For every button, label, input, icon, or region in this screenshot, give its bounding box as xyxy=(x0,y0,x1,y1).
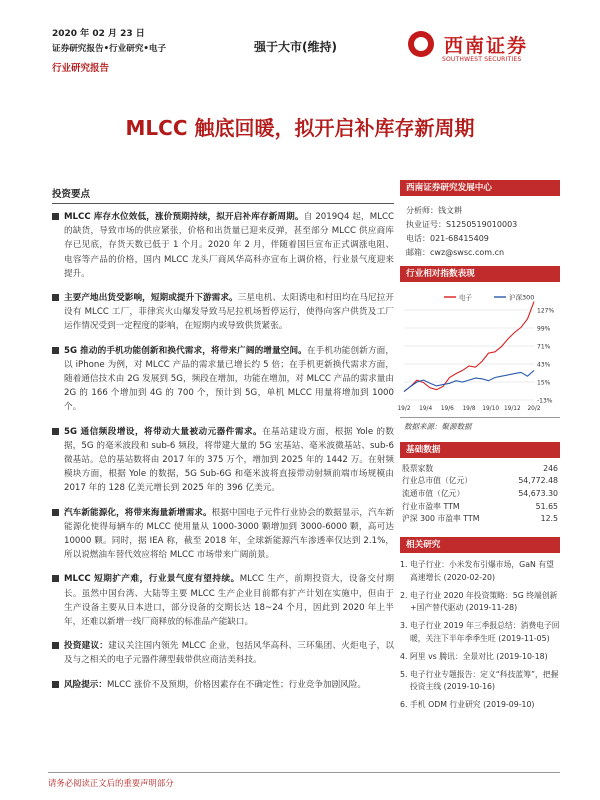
basic-data-value: 54,772.48 xyxy=(518,476,558,486)
chart-series-line xyxy=(404,302,534,392)
related-item[interactable] xyxy=(400,669,560,695)
point-lead: 投资建议： xyxy=(64,641,109,652)
point-lead: 5G 推动的手机功能创新和换代需求，将带来广阔的增量空间。 xyxy=(64,345,307,356)
related-item-text: 电子行业专题报告：定义“科技蓝筹”，把握投资主线 (2019-10-16) xyxy=(410,669,559,692)
chart-y-tick-label: 15% xyxy=(537,379,551,387)
chart-x-tick-label: 19/8 xyxy=(462,406,476,412)
chart-svg xyxy=(397,288,560,418)
related-item[interactable] xyxy=(400,651,560,664)
point-lead: MLCC 库存水位效低，涨价预期持续，拟开启补库存新周期。 xyxy=(64,212,304,222)
summary-point xyxy=(52,678,394,692)
analyst-info xyxy=(400,196,560,266)
related-item-number: 1. xyxy=(400,559,408,569)
relative-index-chart xyxy=(397,288,560,418)
related-item-number: 6. xyxy=(400,700,408,710)
square-bullet-icon xyxy=(52,213,59,220)
related-item[interactable] xyxy=(400,590,560,616)
related-item-text: 阿里 vs 腾讯：全景对比 (2019-10-18) xyxy=(410,651,548,661)
related-item-number: 4. xyxy=(400,651,408,661)
square-bullet-icon xyxy=(52,681,59,688)
point-lead: MLCC 短期扩产难，行业景气度有望持续。 xyxy=(64,574,240,585)
chart-legend-label: 沪深300 xyxy=(509,293,535,302)
analyst-name: 分析师：钱文耕 xyxy=(406,206,462,215)
industry-rating: 强于大市(维持) xyxy=(254,40,337,54)
chart-x-tick-label: 19/12 xyxy=(503,406,521,412)
footer-disclaimer: 请务必阅读正文后的重要声明部分 xyxy=(48,772,560,789)
related-item-text: 电子行业 2020 年投资策略：5G 终端创新+国产替代驱动 (2019-11-28) xyxy=(410,590,558,613)
point-text: 在基站建设方面，根据 Yole 的数据，5G 的毫米波段和 sub-6 频段，将带建大量的 5G 宏基站、毫米波微基站、sub-6 微基站。总的基站数将由 2017 年的 375 万个，增加到 2025 年的 1442 万。在射频模块方面，根据 Yole 的数据，5G Sub-6G 和毫米波将直接带动射频前端市场规模由 2017 年的 128 亿美元增长到 2025 年的 396 亿美元。 xyxy=(64,426,394,494)
report-type: 行业研究报告 xyxy=(52,63,110,74)
analyst-heading: 西南证券研究发展中心 xyxy=(400,180,560,196)
logo-english: SOUTHWEST SECURITIES xyxy=(442,56,522,63)
basic-data-key: 流通市值（亿元） xyxy=(402,488,465,498)
report-date: 2020 年 02 月 23 日 xyxy=(52,29,145,39)
related-item-number: 2. xyxy=(400,590,408,600)
square-bullet-icon xyxy=(52,428,59,435)
related-heading: 相关研究 xyxy=(400,537,560,553)
basic-data-key: 行业总市值（亿元） xyxy=(402,476,473,486)
point-text: 建议关注国内领先 MLCC 企业，包括风华高科、三环集团、火炬电子，以及与之相关的电子元器件薄型载带供应商洁美科技。 xyxy=(64,641,394,666)
square-bullet-icon xyxy=(52,347,59,354)
related-item[interactable] xyxy=(400,620,560,646)
point-lead: 主要产地出货受影响，短期或提升下游需求。 xyxy=(64,293,238,304)
chart-y-tick-label: 43% xyxy=(537,361,551,369)
chart-y-tick-label: -13% xyxy=(537,397,553,405)
chart-y-tick-label: 99% xyxy=(537,325,551,333)
analyst-email[interactable]: 邮箱：cwz@swsc.com.cn xyxy=(406,248,505,257)
chart-y-tick-label: 71% xyxy=(537,343,551,351)
square-bullet-icon xyxy=(52,642,59,649)
point-text: 自 2019Q4 起，MLCC 的缺货，导致市场的供应紧张，价格和出货量已迎来反弹，甚至部分 MLCC 供应商库存已见底，存货天数已低于 1 个月。2020 年 2 月，伴随着国巨宣布正式调涨电阻、电容等产品的价格，国内 MLCC 龙头厂商风华高科亦宣布上调价格，行业景气度迎来提升。 xyxy=(64,212,394,279)
summary-point xyxy=(52,572,394,629)
chart-x-tick-label: 19/6 xyxy=(440,406,454,412)
related-item-text: 手机 ODM 行业研究 (2019-09-10) xyxy=(410,700,535,710)
chart-x-tick-label: 19/4 xyxy=(419,406,433,412)
basic-data-row xyxy=(400,500,560,513)
summary-heading: 投资要点 xyxy=(52,186,394,204)
square-bullet-icon xyxy=(52,509,59,516)
basic-data-value: 12.5 xyxy=(540,514,558,524)
chart-y-tick-label: 127% xyxy=(537,307,555,315)
summary-point xyxy=(52,344,394,415)
related-item-number: 3. xyxy=(400,621,408,631)
summary-point xyxy=(52,291,394,334)
point-lead: 汽车新能源化，将带来海量新增需求。 xyxy=(64,507,212,518)
report-header xyxy=(0,0,600,90)
point-text: 三星电机、太阳诱电和村田均在马尼拉开设有 MLCC 工厂，菲律宾火山爆发导致马尼拉机场暂停运行，使得向客户供货及工厂运作情况受到一定程度的影响，在短期内或导致供货紧张。 xyxy=(64,293,394,332)
square-bullet-icon xyxy=(52,294,59,301)
chart-x-tick-label: 19/2 xyxy=(397,406,411,412)
chart-source: 数据来源：聚源数据 xyxy=(404,422,472,431)
summary-points xyxy=(52,210,394,692)
summary-point xyxy=(52,210,394,281)
related-item-text: 电子行业：小米发布引爆市场，GaN 有望高速增长 (2020-02-20) xyxy=(410,559,554,582)
point-lead: 5G 通信频段增设，将带动大量被动元器件需求。 xyxy=(64,426,263,437)
point-text: MLCC 涨价不及预期，价格因素存在不确定性；行业竞争加剧风险。 xyxy=(106,679,366,690)
related-item-number: 5. xyxy=(400,669,408,679)
chart-series-line xyxy=(404,370,534,391)
basic-data-row xyxy=(400,475,560,488)
related-item-text: 电子行业 2019 年三季报总结：消费电子回暖，关注下半年季季生旺 (2019-11-05) xyxy=(410,621,560,643)
chart-heading: 行业相对指数表现 xyxy=(400,266,560,282)
basic-data-row xyxy=(400,487,560,500)
basic-data-value: 54,673.30 xyxy=(518,488,558,498)
related-item[interactable] xyxy=(400,699,560,712)
chart-x-tick-label: 19/10 xyxy=(482,406,500,412)
point-lead: 风险提示： xyxy=(64,679,107,690)
basic-data-row xyxy=(400,462,560,475)
square-bullet-icon xyxy=(52,575,59,582)
basic-data-row xyxy=(400,512,560,525)
chart-x-tick-label: 20/2 xyxy=(527,406,541,412)
basic-data-value: 246 xyxy=(543,463,558,473)
point-text: MLCC 生产，前期投资大，设备交付期长。虽然中国台湾、大陆等主要 MLCC 生产企业目前都有扩产计划在实施中，但由于生产设备主要从日本进口，部分设备的交期长达 18~24 个月，因此到 2020 年上半年，还难以新增一线厂商释放的标准品产能缺口。 xyxy=(64,574,395,628)
company-logo xyxy=(408,31,558,67)
analyst-license: 执业证号：S1250519010003 xyxy=(406,220,518,229)
sidebar xyxy=(397,180,560,717)
related-item[interactable] xyxy=(400,559,560,585)
basic-data-key: 股票家数 xyxy=(402,463,434,473)
basic-data-key: 行业市盈率 TTM xyxy=(402,501,460,511)
investment-summary xyxy=(52,186,394,702)
report-category: 证券研究报告•行业研究•电子 xyxy=(52,44,167,54)
basic-data-table xyxy=(400,462,560,525)
chart-legend-label: 电子 xyxy=(459,293,472,302)
related-research-list xyxy=(400,559,560,712)
basic-data-heading: 基础数据 xyxy=(400,442,560,458)
report-title: MLCC 触底回暖，拟开启补库存新周期 xyxy=(125,116,475,140)
basic-data-value: 51.65 xyxy=(535,501,558,511)
summary-point xyxy=(52,639,394,667)
point-text: 根据中国电子元件行业协会的数据显示，汽车新能源化使得每辆车的 MLCC 使用量从 1000-3000 颗增加到 3000-6000 颗，高可达 10000 颗。同时，据 IEA 称，截至 2018 年，全球新能源汽车渗透率仅达到 2.1%，所以说燃油车替代效应将给 MLCC 市场带来广阔前景。 xyxy=(64,507,394,561)
logo-emblem-icon xyxy=(408,31,434,57)
point-text: 在手机功能创新方面，以 iPhone 为例，对 MLCC 产品的需求量已增长约 5 倍；在手机更新换代需求方面，随着通信技术由 2G 发展到 5G，频段在增加，功能在增加，对 MLCC 产品的需求量由 2G 的 166 个增加到 4G 的 700 个，预计到 5G，单机 MLCC 用量将增加到 1000 个。 xyxy=(64,345,394,413)
logo-name: 西南证券 xyxy=(444,35,529,57)
basic-data-key: 沪深 300 市盈率 TTM xyxy=(402,514,480,524)
summary-point xyxy=(52,506,394,563)
analyst-phone: 电话：021-68415409 xyxy=(406,234,489,243)
summary-point xyxy=(52,425,394,496)
